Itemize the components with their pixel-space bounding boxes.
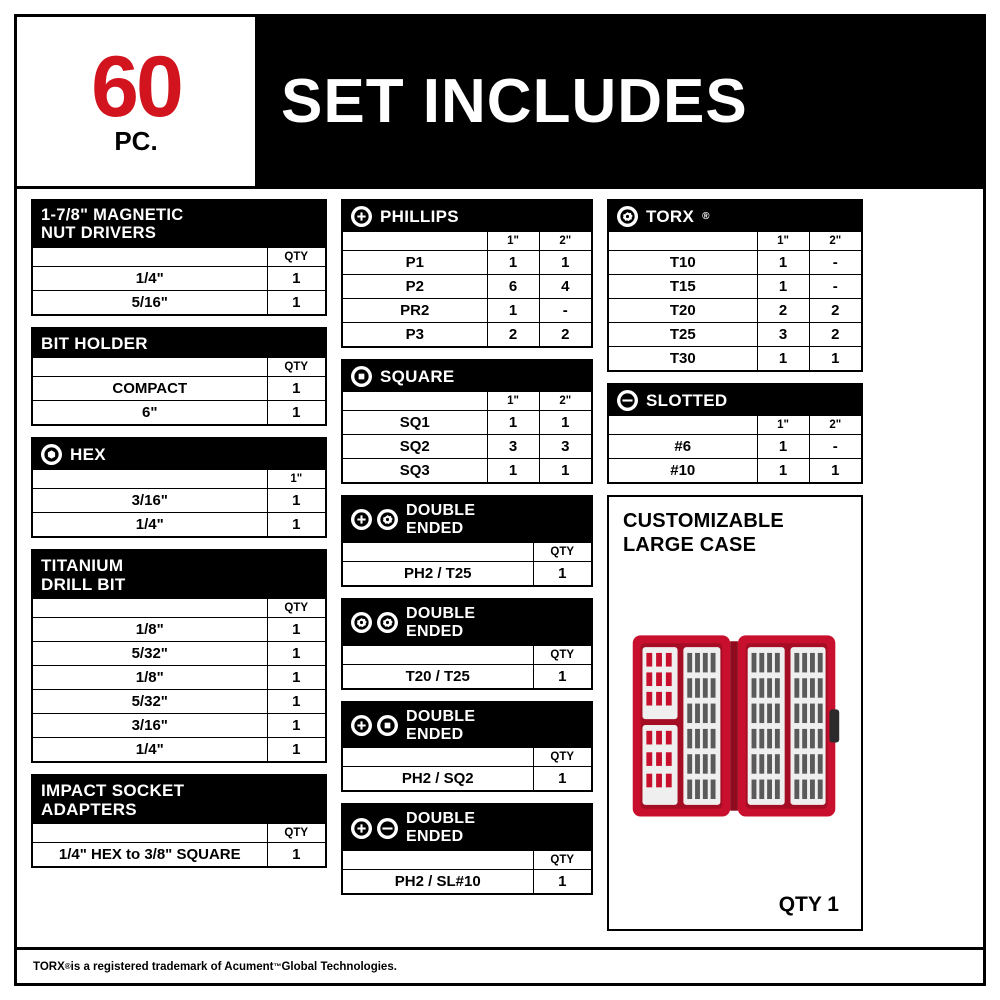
slotted-icon (377, 818, 398, 839)
col-2in: 2" (539, 392, 591, 411)
table-header-row (343, 851, 591, 870)
registered-trademark-mark: ® (702, 210, 710, 222)
row-qty-2in: 2 (809, 323, 861, 347)
row-qty: 1 (267, 400, 325, 424)
row-qty-1in: 2 (487, 323, 539, 347)
row-qty: 1 (533, 870, 591, 894)
title-block (255, 17, 983, 186)
row-name: SQ2 (343, 435, 487, 459)
poster-frame (14, 14, 986, 986)
row-qty-1in: 1 (487, 299, 539, 323)
row-name: P3 (343, 323, 487, 347)
section-titanium-title-line1: TITANIUM (41, 555, 124, 575)
section-square (341, 359, 593, 484)
double-ended-line1: DOUBLE (406, 707, 476, 725)
table-header-row (343, 543, 591, 562)
col-qty: QTY (533, 543, 591, 562)
column-middle (341, 199, 593, 931)
row-qty-1in: 3 (487, 435, 539, 459)
torx-icon (617, 206, 638, 227)
section-hex (31, 437, 327, 538)
spacer-cell (33, 599, 267, 618)
table-header-row (609, 232, 861, 251)
row-name: 1/4" (33, 266, 267, 290)
section-titanium-title-line2: DRILL BIT (41, 575, 126, 594)
table-row (33, 266, 325, 290)
section-nut-drivers (31, 199, 327, 316)
double-ended-line1: DOUBLE (406, 604, 476, 622)
table-row (609, 435, 861, 459)
section-phillips-title: PHILLIPS (380, 206, 459, 226)
table-header-row (33, 824, 325, 843)
hex-table (33, 470, 325, 536)
row-qty-2in: 1 (539, 459, 591, 483)
spacer-cell (33, 248, 267, 267)
section-double-ended-ph-sl (341, 803, 593, 895)
row-qty-2in: 2 (539, 323, 591, 347)
footer-note-post: Global Technologies. (281, 960, 397, 973)
footer-note-mid: is a registered trademark of Acument (70, 960, 274, 973)
col-2in: 2" (809, 416, 861, 435)
row-qty: 1 (533, 561, 591, 585)
section-torx (607, 199, 863, 372)
spacer-cell (609, 416, 757, 435)
titanium-table (33, 599, 325, 761)
table-row (609, 323, 861, 347)
row-name: T25 (609, 323, 757, 347)
case-title-line2: LARGE CASE (623, 534, 757, 556)
table-row (343, 459, 591, 483)
section-torx-title: TORX (646, 206, 695, 226)
double-ended-line1: DOUBLE (406, 502, 476, 519)
phillips-table (343, 232, 591, 346)
piece-count-block (17, 17, 255, 186)
col-2in: 2" (539, 232, 591, 251)
row-qty: 1 (267, 738, 325, 762)
hex-icon (41, 444, 62, 465)
row-qty: 1 (533, 767, 591, 791)
section-bit-holder-title: BIT HOLDER (41, 333, 148, 353)
spacer-cell (343, 851, 533, 870)
col-1in: 1" (757, 232, 809, 251)
table-row (343, 411, 591, 435)
row-qty-1in: 1 (757, 435, 809, 459)
row-qty: 1 (267, 266, 325, 290)
row-qty: 1 (267, 666, 325, 690)
table-row (343, 664, 591, 688)
row-name: COMPACT (33, 376, 267, 400)
row-name: T10 (609, 251, 757, 275)
row-qty-1in: 3 (757, 323, 809, 347)
slotted-icon (617, 390, 638, 411)
col-qty: QTY (267, 358, 325, 377)
spacer-cell (343, 748, 533, 767)
spacer-cell (343, 646, 533, 665)
table-row (609, 299, 861, 323)
section-hex-header (33, 439, 325, 470)
col-qty: QTY (533, 646, 591, 665)
case-illustration (623, 557, 847, 893)
row-name: PH2 / SQ2 (343, 767, 533, 791)
table-header-row (343, 392, 591, 411)
row-qty-2in: 2 (809, 299, 861, 323)
col-1in: 1" (267, 470, 325, 489)
row-name: 1/4" HEX to 3/8" SQUARE (33, 843, 267, 867)
row-name: T15 (609, 275, 757, 299)
torx-table (609, 232, 861, 370)
spacer-cell (343, 543, 533, 562)
double-ph-sq-table (343, 748, 591, 790)
section-double-ended-torx-torx (341, 598, 593, 690)
section-bit-holder (31, 327, 327, 426)
col-qty: QTY (533, 851, 591, 870)
torx-icon (377, 612, 398, 633)
row-qty-2in: 1 (539, 411, 591, 435)
section-impact-socket-header (33, 776, 325, 824)
table-row (343, 251, 591, 275)
row-qty-2in: 3 (539, 435, 591, 459)
row-qty: 1 (267, 618, 325, 642)
section-nut-drivers-title-line1: 1-7/8" MAGNETIC (41, 206, 184, 224)
row-qty: 1 (267, 642, 325, 666)
section-impact-socket-adapters (31, 774, 327, 868)
row-qty: 1 (267, 843, 325, 867)
row-name: 5/32" (33, 690, 267, 714)
table-row (609, 459, 861, 483)
phillips-icon (351, 818, 372, 839)
column-right (607, 199, 863, 931)
row-name: PH2 / T25 (343, 561, 533, 585)
table-row (609, 275, 861, 299)
section-phillips (341, 199, 593, 348)
section-nut-drivers-title-line2: NUT DRIVERS (41, 224, 157, 243)
row-qty-2in: - (809, 251, 861, 275)
section-double-ended-ph-sq (341, 701, 593, 793)
double-ended-line2: ENDED (406, 725, 464, 743)
row-qty-1in: 1 (487, 459, 539, 483)
table-row (343, 767, 591, 791)
section-impact-title-line2: ADAPTERS (41, 800, 137, 820)
spacer-cell (33, 358, 267, 377)
row-qty-1in: 1 (267, 488, 325, 512)
col-qty: QTY (533, 748, 591, 767)
table-row (33, 512, 325, 536)
row-qty-1in: 1 (757, 459, 809, 483)
table-header-row (33, 599, 325, 618)
row-qty-2in: 1 (539, 251, 591, 275)
row-qty-2in: - (809, 435, 861, 459)
phillips-icon (351, 206, 372, 227)
row-qty-2in: 1 (809, 459, 861, 483)
double-torx-torx-table (343, 646, 591, 688)
section-customizable-case (607, 495, 863, 931)
table-header-row (343, 646, 591, 665)
row-qty-2in: - (539, 299, 591, 323)
torx-icon (351, 612, 372, 633)
section-bit-holder-header (33, 329, 325, 358)
row-qty-1in: 2 (757, 299, 809, 323)
row-name: 3/16" (33, 714, 267, 738)
table-row (343, 870, 591, 894)
row-name: 1/8" (33, 618, 267, 642)
square-table (343, 392, 591, 482)
row-qty-1in: 1 (487, 411, 539, 435)
section-square-title: SQUARE (380, 366, 455, 386)
spacer-cell (343, 392, 487, 411)
table-row (343, 275, 591, 299)
table-header-row (33, 358, 325, 377)
row-name: #10 (609, 459, 757, 483)
table-row (33, 843, 325, 867)
row-qty: 1 (533, 664, 591, 688)
piece-count-label: PC. (114, 126, 158, 157)
row-name: 1/4" (33, 512, 267, 536)
table-row (343, 561, 591, 585)
row-name: 5/32" (33, 642, 267, 666)
table-header-row (33, 470, 325, 489)
row-qty-2in: 1 (809, 347, 861, 371)
double-ended-line2: ENDED (406, 828, 464, 846)
row-name: T20 / T25 (343, 664, 533, 688)
row-name: T20 (609, 299, 757, 323)
phillips-icon (351, 715, 372, 736)
section-slotted (607, 383, 863, 484)
row-qty-1in: 1 (267, 512, 325, 536)
impact-socket-table (33, 824, 325, 866)
table-row (33, 618, 325, 642)
row-name: 6" (33, 400, 267, 424)
case-illustration-svg (623, 605, 847, 845)
col-qty: QTY (267, 599, 325, 618)
table-row (33, 376, 325, 400)
section-impact-title-line1: IMPACT SOCKET (41, 781, 185, 801)
section-slotted-title: SLOTTED (646, 390, 728, 410)
column-left (31, 199, 327, 931)
trademark-symbol: ™ (273, 962, 282, 971)
row-qty: 1 (267, 290, 325, 314)
section-titanium-drill-bit (31, 549, 327, 763)
row-qty: 1 (267, 376, 325, 400)
case-qty: QTY 1 (778, 893, 839, 916)
footer-note (17, 947, 983, 983)
section-double-ph-torx-header (343, 497, 591, 543)
section-double-ended-ph-torx (341, 495, 593, 587)
double-ph-torx-table (343, 543, 591, 585)
phillips-icon (351, 509, 372, 530)
row-name: T30 (609, 347, 757, 371)
page-title: SET INCLUDES (281, 66, 748, 136)
table-row (343, 323, 591, 347)
spacer-cell (343, 232, 487, 251)
row-name: PR2 (343, 299, 487, 323)
row-name: SQ1 (343, 411, 487, 435)
col-2in: 2" (809, 232, 861, 251)
row-name: SQ3 (343, 459, 487, 483)
row-qty: 1 (267, 690, 325, 714)
double-ended-line2: ENDED (406, 622, 464, 640)
row-name: P2 (343, 275, 487, 299)
table-row (33, 738, 325, 762)
section-double-ph-sl-header (343, 805, 591, 851)
section-double-torx-torx-header (343, 600, 591, 646)
col-qty: QTY (267, 824, 325, 843)
row-name: 3/16" (33, 488, 267, 512)
section-nut-drivers-header (33, 201, 325, 248)
section-hex-title: HEX (70, 444, 106, 464)
row-qty-1in: 1 (487, 251, 539, 275)
section-square-header (343, 361, 591, 392)
row-qty-1in: 1 (757, 251, 809, 275)
double-ended-line2: ENDED (406, 519, 464, 537)
table-row (33, 488, 325, 512)
section-double-ph-sq-header (343, 703, 591, 749)
col-1in: 1" (487, 392, 539, 411)
spacer-cell (609, 232, 757, 251)
torx-icon (377, 509, 398, 530)
double-ph-sl-table (343, 851, 591, 893)
slotted-table (609, 416, 861, 482)
table-row (33, 642, 325, 666)
row-qty-2in: 4 (539, 275, 591, 299)
row-qty-2in: - (809, 275, 861, 299)
icon-pair (351, 509, 398, 530)
row-name: #6 (609, 435, 757, 459)
row-qty-1in: 1 (757, 347, 809, 371)
table-row (33, 400, 325, 424)
table-row (343, 299, 591, 323)
icon-pair (351, 715, 398, 736)
row-qty: 1 (267, 714, 325, 738)
section-titanium-header (33, 551, 325, 599)
row-name: 1/4" (33, 738, 267, 762)
section-phillips-header (343, 201, 591, 232)
piece-count-number: 60 (91, 38, 181, 135)
registered-symbol: ® (64, 962, 71, 971)
col-1in: 1" (757, 416, 809, 435)
table-row (33, 690, 325, 714)
square-icon (377, 715, 398, 736)
square-icon (351, 366, 372, 387)
table-row (33, 666, 325, 690)
header (17, 17, 983, 189)
table-row (609, 251, 861, 275)
col-1in: 1" (487, 232, 539, 251)
table-header-row (33, 248, 325, 267)
row-name: 1/8" (33, 666, 267, 690)
row-name: 5/16" (33, 290, 267, 314)
table-row (33, 714, 325, 738)
row-qty-1in: 1 (757, 275, 809, 299)
table-row (609, 347, 861, 371)
icon-pair (351, 612, 398, 633)
section-torx-header (609, 201, 861, 232)
section-slotted-header (609, 385, 861, 416)
double-ended-line1: DOUBLE (406, 810, 476, 828)
table-row (33, 290, 325, 314)
icon-pair (351, 818, 398, 839)
case-title-line1: CUSTOMIZABLE (623, 510, 784, 532)
content-columns (17, 189, 983, 931)
table-header-row (343, 748, 591, 767)
row-name: PH2 / SL#10 (343, 870, 533, 894)
table-header-row (343, 232, 591, 251)
spacer-cell (33, 824, 267, 843)
footer-trademark-text: TORX (33, 960, 65, 973)
table-row (343, 435, 591, 459)
bit-holder-table (33, 358, 325, 424)
col-qty: QTY (267, 248, 325, 267)
table-header-row (609, 416, 861, 435)
nut-drivers-table (33, 248, 325, 314)
row-name: P1 (343, 251, 487, 275)
spacer-cell (33, 470, 267, 489)
row-qty-1in: 6 (487, 275, 539, 299)
